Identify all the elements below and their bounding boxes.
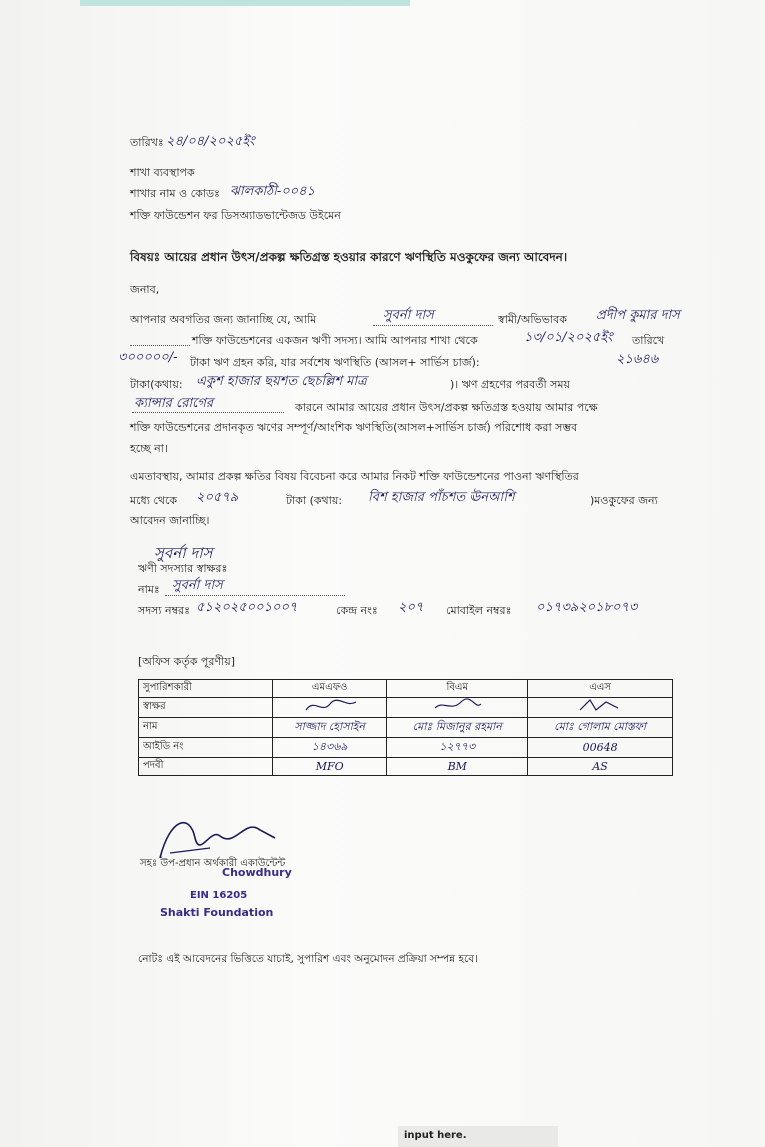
table-row bbox=[139, 698, 673, 718]
cell: MFO bbox=[273, 758, 387, 776]
cell: 00648 bbox=[528, 738, 673, 758]
name-label: নামঃ bbox=[138, 583, 160, 596]
body-line-2b: শক্তি ফাউন্ডেশনের একজন ঋণী সদস্য। আমি আপনার শাখা থেকে bbox=[192, 334, 478, 347]
mfo-signature bbox=[300, 698, 360, 714]
member-no-label: সদস্য নম্বরঃ bbox=[138, 604, 190, 617]
cell: মোঃ গোলাম মোস্তফা bbox=[528, 718, 673, 738]
sign-label: ঋণী সদস্যার স্বাক্ষরঃ bbox=[138, 562, 228, 575]
office-heading: [অফিস কর্তৃক পূরণীয়] bbox=[138, 655, 235, 668]
waive-amount-value: ২০৫৭৯ bbox=[196, 490, 239, 505]
branch-value: ঝালকাঠী-০০৪১ bbox=[230, 184, 315, 199]
table-header-row bbox=[139, 680, 673, 698]
cell: ১৪৩৬৯ bbox=[273, 738, 387, 758]
cell: AS bbox=[528, 758, 673, 776]
cell: BM bbox=[387, 758, 528, 776]
guardian-name-value: প্রদীপ কুমার দাস bbox=[596, 308, 680, 323]
body-line-4b: )। ঋণ গ্রহণের পরবর্তী সময় bbox=[450, 378, 570, 391]
member-name-value: সুবর্না দাস bbox=[383, 308, 434, 323]
para2-line-2a: মধ্যে থেকে bbox=[130, 494, 178, 507]
subject-line: বিষয়ঃ আয়ের প্রধান উৎস/প্রকল্প ক্ষতিগ্রস্ত হওয়ার কারণে ঋণস্থিতি মওকুফের জন্য আবেদন। bbox=[130, 250, 568, 264]
row-label: স্বাক্ষর bbox=[139, 698, 273, 718]
body-line-2c: তারিখে bbox=[632, 334, 665, 347]
waive-words-value: বিশ হাজার পাঁচশত ঊনআশি bbox=[368, 490, 515, 505]
accountant-title: সহঃ উপ-প্রধান অর্থকারী একাউন্টেন্ট bbox=[140, 858, 286, 869]
member-signature: সুবর্না দাস bbox=[154, 544, 213, 562]
stamp-org: Shakti Foundation bbox=[160, 906, 274, 919]
footnote: নোটঃ এই আবেদনের ভিত্তিতে যাচাই, সুপারিশ এবং অনুমোদন প্রক্রিয়া সম্পন্ন হবে। bbox=[138, 953, 478, 965]
signature-cell bbox=[387, 698, 528, 718]
branch-label: শাখার নাম ও কোডঃ bbox=[130, 187, 220, 200]
table-row bbox=[139, 718, 673, 738]
col-header: এমএফও bbox=[273, 680, 387, 698]
table-row bbox=[139, 758, 673, 776]
signature-cell bbox=[273, 698, 387, 718]
row-label: পদবী bbox=[139, 758, 273, 776]
loan-amount-value: ৩০০০০০/- bbox=[118, 350, 178, 365]
blank-line-2 bbox=[130, 333, 190, 346]
cause-blank bbox=[132, 400, 284, 413]
top-color-strip bbox=[80, 0, 410, 6]
body-line-3b: টাকা ঋণ গ্রহন করি, যার সর্বশেষ ঋণস্থিতি (আসল+ সার্ভিস চার্জ): bbox=[190, 356, 480, 369]
para2-line-3: আবেদন জানাচ্ছি। bbox=[130, 514, 210, 527]
center-no-value: ২০৭ bbox=[398, 600, 424, 615]
row-label: নাম bbox=[139, 718, 273, 738]
name-value: সুবর্না দাস bbox=[172, 578, 223, 593]
bottom-tab-label: input here. bbox=[404, 1130, 467, 1141]
as-signature bbox=[570, 698, 630, 714]
row-label: আইডি নং bbox=[139, 738, 273, 758]
col-header: এএস bbox=[528, 680, 673, 698]
body-line-7: হচ্ছে না। bbox=[130, 442, 168, 455]
salutation: জনাব, bbox=[130, 283, 160, 296]
member-no-value: ৫১২০২৫০০১০০৭ bbox=[196, 600, 298, 615]
date-label: তারিখঃ bbox=[130, 136, 164, 149]
manager-label: শাখা ব্যবস্থাপক bbox=[130, 166, 195, 179]
col-header: সুপারিশকারী bbox=[139, 680, 273, 698]
table-row bbox=[139, 738, 673, 758]
body-line-5b: কারনে আমার আয়ের প্রধান উৎস/প্রকল্প ক্ষতিগ্রস্ত হওয়ায় আমার পক্ষে bbox=[295, 401, 598, 414]
body-line-1b: স্বামী/অভিভাবক bbox=[498, 313, 567, 326]
col-header: বিএম bbox=[387, 680, 528, 698]
body-line-1a: আপনার অবগতির জন্য জানাচ্ছি যে, আমি bbox=[130, 313, 317, 326]
body-line-6: শক্তি ফাউন্ডেশনের প্রদানকৃত ঋণের সম্পূর্ণ/আংশিক ঋণস্থিতি(আসল+সার্ভিস চার্জ) পরিশোধ করা সম্ভব bbox=[130, 421, 578, 434]
outstanding-words-value: একুশ হাজার ছয়শত ছেচল্লিশ মাত্র bbox=[196, 374, 367, 389]
approval-table bbox=[138, 679, 673, 776]
body-line-4a: টাকা(কথায়: bbox=[130, 378, 183, 391]
cell: ১২৭৭৩ bbox=[387, 738, 528, 758]
loan-date-value: ১৩/০১/২০২৫ইং bbox=[524, 330, 613, 345]
date-value: ২৪/০৪/২০২৫ইং bbox=[166, 134, 255, 149]
center-label: কেন্দ্র নংঃ bbox=[336, 604, 378, 617]
outstanding-value: ২১৬৪৬ bbox=[616, 352, 659, 367]
cause-value: ক্যান্সার রোগের bbox=[134, 396, 214, 411]
mobile-label: মোবাইল নম্বরঃ bbox=[446, 604, 512, 617]
para2-line-1: এমতাবস্থায়, আমার প্রকল্প ক্ষতির বিষয় বিবেচনা করে আমার নিকট শক্তি ফাউন্ডেশনের পাওনা ঋণস্থিতির bbox=[130, 470, 579, 483]
stamp-id: EIN 16205 bbox=[190, 890, 248, 901]
bottom-tab bbox=[398, 1126, 558, 1147]
mobile-value: ০১৭৩৯২০১৮০৭৩ bbox=[536, 600, 638, 615]
stamp-name: Chowdhury bbox=[222, 866, 292, 879]
para2-line-2b: টাকা (কথায়: bbox=[286, 494, 343, 507]
signature-cell bbox=[528, 698, 673, 718]
cell: সাজ্জাদ হোসাইন bbox=[273, 718, 387, 738]
organization-name: শক্তি ফাউন্ডেশন ফর ডিসঅ্যাডভান্টেজড উইমেন bbox=[130, 209, 341, 222]
cell: মোঃ মিজানুর রহমান bbox=[387, 718, 528, 738]
bm-signature bbox=[427, 698, 487, 714]
para2-line-2c: )মওকুফের জন্য bbox=[590, 494, 658, 507]
